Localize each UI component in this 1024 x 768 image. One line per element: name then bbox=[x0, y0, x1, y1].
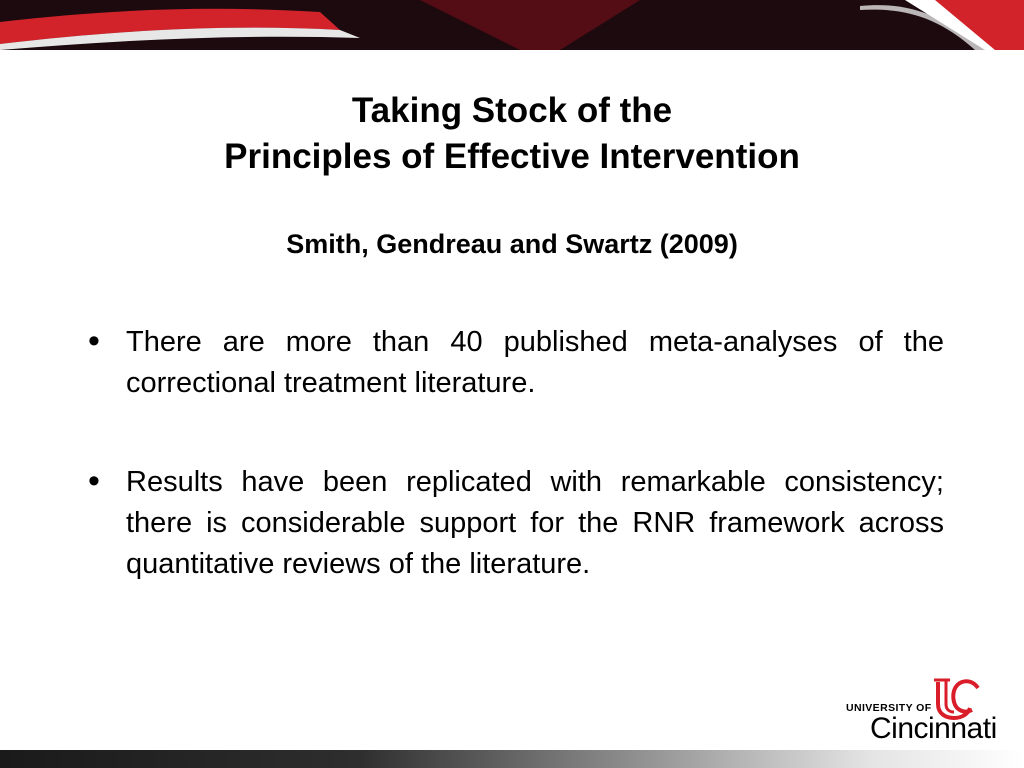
slide-subtitle: Smith, Gendreau and Swartz (2009) bbox=[286, 229, 738, 259]
title-line-1: Taking Stock of the bbox=[351, 91, 673, 130]
logo-university-of: UNIVERSITY OF bbox=[846, 702, 932, 714]
bullet-dot-icon: • bbox=[88, 322, 100, 360]
slide-title bbox=[0, 88, 1024, 180]
bullet-text: There are more than 40 published meta-analyses of the correctional treatment literature. bbox=[126, 326, 944, 399]
university-logo bbox=[846, 676, 996, 746]
bullet-item bbox=[84, 462, 944, 585]
title-line-2: Principles of Effective Intervention bbox=[224, 137, 800, 176]
bullet-text: Results have been replicated with remarkable consistency; there is considerable support for the RNR framework across quantitative reviews of the literature. bbox=[126, 466, 944, 580]
top-banner bbox=[0, 0, 1024, 50]
bottom-gradient-bar bbox=[0, 750, 1024, 768]
bullet-dot-icon: • bbox=[88, 462, 100, 500]
bullet-item bbox=[84, 322, 944, 404]
bullet-list bbox=[84, 322, 944, 643]
logo-cincinnati: Cincinnati bbox=[870, 712, 997, 745]
